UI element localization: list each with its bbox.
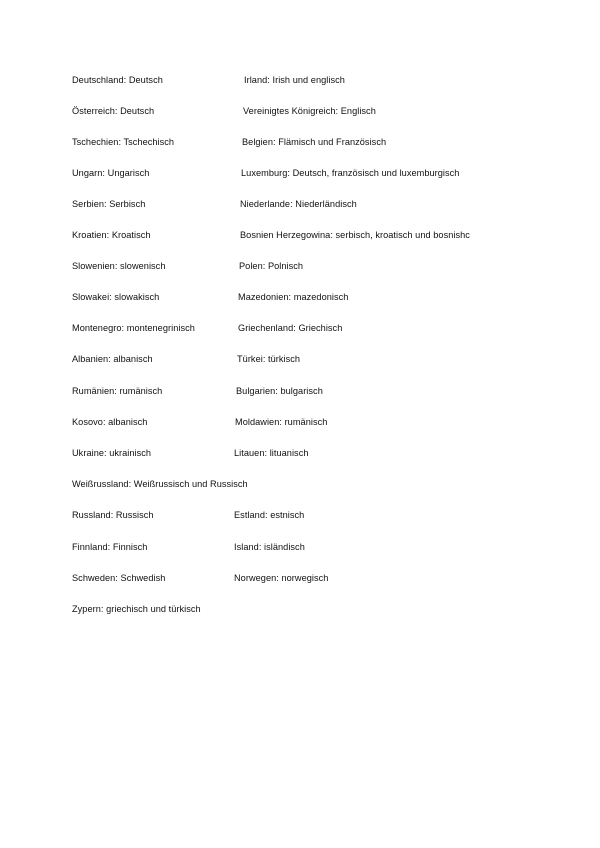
list-item	[0, 103, 600, 119]
list-item	[0, 165, 600, 181]
country-language-right: Bulgarien: bulgarisch	[236, 386, 323, 396]
country-language-right: Luxemburg: Deutsch, französisch und luxemburgisch	[241, 168, 460, 178]
list-item	[0, 476, 600, 492]
list-item	[0, 445, 600, 461]
list-item	[0, 570, 600, 586]
country-language-right: Niederlande: Niederländisch	[240, 199, 357, 209]
list-item	[0, 134, 600, 150]
country-language-right: Belgien: Flämisch und Französisch	[242, 137, 387, 147]
country-language-right: Litauen: lituanisch	[234, 448, 309, 458]
country-language-left: Zypern: griechisch und türkisch	[72, 604, 201, 614]
country-language-left: Slowenien: slowenisch	[72, 261, 166, 271]
list-item	[0, 227, 600, 243]
country-language-right: Norwegen: norwegisch	[234, 573, 329, 583]
country-language-left: Weißrussland: Weißrussisch und Russisch	[72, 479, 248, 489]
country-language-left: Kroatien: Kroatisch	[72, 230, 151, 240]
country-language-left: Slowakei: slowakisch	[72, 292, 160, 302]
list-item	[0, 258, 600, 274]
country-language-left: Kosovo: albanisch	[72, 417, 148, 427]
country-language-left: Rumänien: rumänisch	[72, 386, 163, 396]
list-item	[0, 414, 600, 430]
country-language-left: Finnland: Finnisch	[72, 542, 148, 552]
country-language-left: Deutschland: Deutsch	[72, 75, 163, 85]
country-language-right: Türkei: türkisch	[237, 354, 301, 364]
list-item	[0, 383, 600, 399]
list-item	[0, 351, 600, 367]
country-language-right: Moldawien: rumänisch	[235, 417, 328, 427]
list-item	[0, 601, 600, 617]
list-item	[0, 289, 600, 305]
country-language-left: Montenegro: montenegrinisch	[72, 323, 195, 333]
country-language-right: Irland: Irish und englisch	[244, 75, 345, 85]
country-language-left: Ungarn: Ungarisch	[72, 168, 150, 178]
country-language-right: Polen: Polnisch	[239, 261, 304, 271]
country-language-left: Schweden: Schwedish	[72, 573, 166, 583]
country-language-right: Bosnien Herzegowina: serbisch, kroatisch und bosnishc	[240, 230, 470, 240]
country-language-left: Tschechien: Tschechisch	[72, 137, 175, 147]
country-language-right: Island: isländisch	[234, 542, 305, 552]
list-item	[0, 196, 600, 212]
country-language-right: Vereinigtes Königreich: Englisch	[243, 106, 376, 116]
list-item	[0, 72, 600, 88]
country-language-left: Ukraine: ukrainisch	[72, 448, 152, 458]
country-language-left: Albanien: albanisch	[72, 354, 153, 364]
country-language-right: Mazedonien: mazedonisch	[238, 292, 349, 302]
list-item	[0, 507, 600, 523]
country-language-right: Estland: estnisch	[234, 510, 305, 520]
list-item	[0, 539, 600, 555]
country-language-left: Serbien: Serbisch	[72, 199, 146, 209]
list-item	[0, 320, 600, 336]
country-language-right: Griechenland: Griechisch	[238, 323, 343, 333]
country-language-left: Österreich: Deutsch	[72, 106, 155, 116]
country-language-left: Russland: Russisch	[72, 510, 154, 520]
